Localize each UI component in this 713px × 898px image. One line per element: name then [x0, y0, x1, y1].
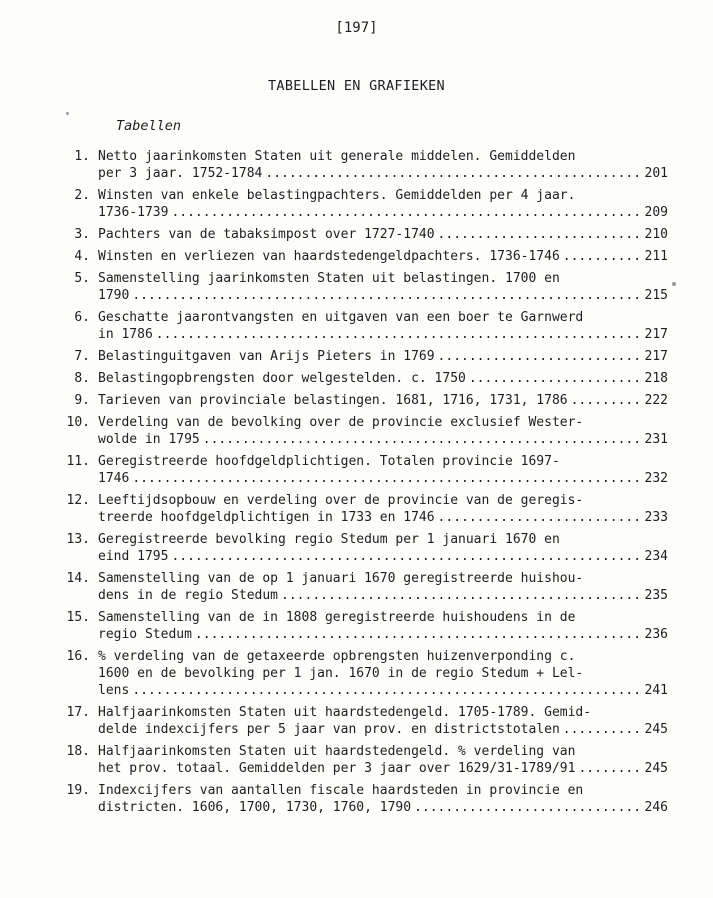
entry-number: 10.: [66, 415, 90, 430]
entry-body: [98, 743, 668, 777]
entry-body: [98, 370, 668, 387]
scan-speck: [672, 282, 676, 286]
toc-entry: [50, 270, 668, 304]
entry-number: 6.: [74, 310, 90, 325]
dot-leader: [571, 392, 642, 409]
entry-number: 17.: [66, 705, 90, 720]
entry-title-line: districten. 1606, 1700, 1730, 1760, 1790: [98, 800, 412, 815]
entry-body: [98, 609, 668, 643]
entry-title-line: regio Stedum: [98, 627, 192, 642]
entry-body: [98, 648, 668, 699]
entry-page-number: 236: [644, 627, 668, 642]
entry-page-number: 241: [644, 683, 668, 698]
dot-leader: [132, 287, 641, 304]
page-heading: TABELLEN EN GRAFIEKEN: [268, 78, 445, 94]
entry-page-number: 234: [644, 549, 668, 564]
dot-leader: [438, 226, 642, 243]
entry-body: [98, 148, 668, 182]
entry-title-line: dens in de regio Stedum: [98, 588, 279, 603]
entry-page-number: 211: [644, 249, 668, 264]
toc-entry: [50, 226, 668, 243]
entry-body: [98, 531, 668, 565]
entry-page-number: 233: [644, 510, 668, 525]
dot-leader: [469, 370, 642, 387]
entry-number: 14.: [66, 571, 90, 586]
entry-body: [98, 570, 668, 604]
toc-entry: [50, 370, 668, 387]
entry-page-number: 209: [644, 205, 668, 220]
entry-title-line: delde indexcijfers per 5 jaar van prov. en districtstotalen: [98, 722, 560, 737]
entry-number: 7.: [74, 349, 90, 364]
entry-page-number: 217: [644, 327, 668, 342]
entry-number: 12.: [66, 493, 90, 508]
toc-entry: [50, 492, 668, 526]
dot-leader: [438, 509, 642, 526]
toc-entry: [50, 414, 668, 448]
entry-page-number: 217: [644, 349, 668, 364]
toc-entry: [50, 531, 668, 565]
dot-leader: [132, 682, 641, 699]
entry-title-line: Samenstelling van de op 1 januari 1670 geregistreerde huishou-: [98, 571, 584, 586]
entry-title-line: eind 1795: [98, 549, 169, 564]
toc-entry: [50, 392, 668, 409]
toc-entry: [50, 704, 668, 738]
entry-number: 1.: [74, 149, 90, 164]
dot-leader: [281, 587, 642, 604]
entry-number: 9.: [74, 393, 90, 408]
entry-title-line: Geregistreerde hoofdgeldplichtigen. Totalen provincie 1697-: [98, 454, 560, 469]
entry-title-line: Verdeling van de bevolking over de provincie exclusief Wester-: [98, 415, 584, 430]
dot-leader: [578, 760, 641, 777]
entry-body: [98, 248, 668, 265]
page-number: [197]: [335, 20, 378, 36]
dot-leader: [195, 626, 642, 643]
entry-title-line: lens: [98, 683, 130, 698]
toc-entry: [50, 743, 668, 777]
entry-title-line: wolde in 1795: [98, 432, 200, 447]
toc-entry: [50, 648, 668, 699]
entry-number: 16.: [66, 649, 90, 664]
entry-body: [98, 453, 668, 487]
entry-body: [98, 348, 668, 365]
entry-number: 2.: [74, 188, 90, 203]
entry-number: 15.: [66, 610, 90, 625]
toc-entry: [50, 453, 668, 487]
dot-leader: [563, 248, 642, 265]
entry-title-line: Leeftijdsopbouw en verdeling over de provincie van de geregis-: [98, 493, 584, 508]
entry-number: 5.: [74, 271, 90, 286]
toc-entry: [50, 148, 668, 182]
entry-page-number: 222: [644, 393, 668, 408]
entry-title-line: Belastinguitgaven van Arijs Pieters in 1769: [98, 349, 435, 364]
entry-title-line: Belastingopbrengsten door welgestelden. c. 1750: [98, 371, 466, 386]
entry-body: [98, 187, 668, 221]
entry-number: 11.: [66, 454, 90, 469]
dot-leader: [438, 348, 642, 365]
entry-number: 18.: [66, 744, 90, 759]
entry-title-line: Halfjaarinkomsten Staten uit haardstedengeld. % verdeling van: [98, 744, 576, 759]
toc-entry: [50, 570, 668, 604]
entry-title-line: Halfjaarinkomsten Staten uit haardstedengeld. 1705-1789. Gemid-: [98, 705, 592, 720]
entry-page-number: 245: [644, 761, 668, 776]
entry-title-line: Pachters van de tabaksimpost over 1727-1740: [98, 227, 435, 242]
entry-title-line: Indexcijfers van aantallen fiscale haardsteden in provincie en: [98, 783, 584, 798]
entry-title-line: 1790: [98, 288, 130, 303]
entry-title-line: het prov. totaal. Gemiddelden per 3 jaar over 1629/31-1789/91: [98, 761, 576, 776]
dot-leader: [563, 721, 642, 738]
entry-page-number: 231: [644, 432, 668, 447]
scan-speck: [66, 112, 69, 115]
entry-body: [98, 392, 668, 409]
dot-leader: [171, 204, 641, 221]
entry-title-line: treerde hoofdgeldplichtigen in 1733 en 1746: [98, 510, 435, 525]
entry-page-number: 210: [644, 227, 668, 242]
toc-entry: [50, 309, 668, 343]
entry-number: 8.: [74, 371, 90, 386]
dot-leader: [171, 548, 641, 565]
entry-page-number: 246: [644, 800, 668, 815]
entry-title-line: Samenstelling van de in 1808 geregistreerde huishoudens in de: [98, 610, 576, 625]
entry-title-line: Winsten en verliezen van haardstedengeldpachters. 1736-1746: [98, 249, 560, 264]
entry-body: [98, 492, 668, 526]
entry-number: 3.: [74, 227, 90, 242]
entry-body: [98, 414, 668, 448]
entry-title-line: Netto jaarinkomsten Staten uit generale middelen. Gemiddelden: [98, 149, 576, 164]
entry-title-line: % verdeling van de getaxeerde opbrengsten huizenverponding c.: [98, 649, 576, 664]
entry-title-line: Geschatte jaarontvangsten en uitgaven van een boer te Garnwerd: [98, 310, 584, 325]
entry-number: 4.: [74, 249, 90, 264]
toc-entry: [50, 782, 668, 816]
entry-body: [98, 270, 668, 304]
entry-title-line: Geregistreerde bevolking regio Stedum per 1 januari 1670 en: [98, 532, 560, 547]
toc-entry: [50, 248, 668, 265]
toc-entry: [50, 348, 668, 365]
toc-entry: [50, 609, 668, 643]
dot-leader: [265, 165, 641, 182]
entry-body: [98, 704, 668, 738]
entry-page-number: 201: [644, 166, 668, 181]
entry-title-line: in 1786: [98, 327, 153, 342]
table-of-contents: [50, 148, 668, 821]
entry-title-line: Tarieven van provinciale belastingen. 1681, 1716, 1731, 1786: [98, 393, 568, 408]
dot-leader: [414, 799, 641, 816]
dot-leader: [156, 326, 642, 343]
entry-page-number: 215: [644, 288, 668, 303]
entry-page-number: 235: [644, 588, 668, 603]
toc-entry: [50, 187, 668, 221]
entry-page-number: 218: [644, 371, 668, 386]
entry-body: [98, 226, 668, 243]
entry-title-line: 1600 en de bevolking per 1 jan. 1670 in de regio Stedum + Lel-: [98, 666, 584, 681]
entry-number: 19.: [66, 783, 90, 798]
entry-title-line: Winsten van enkele belastingpachters. Gemiddelden per 4 jaar.: [98, 188, 576, 203]
entry-page-number: 245: [644, 722, 668, 737]
entry-body: [98, 782, 668, 816]
dot-leader: [203, 431, 642, 448]
entry-body: [98, 309, 668, 343]
entry-title-line: 1746: [98, 471, 130, 486]
entry-title-line: Samenstelling jaarinkomsten Staten uit belastingen. 1700 en: [98, 271, 560, 286]
dot-leader: [132, 470, 641, 487]
entry-number: 13.: [66, 532, 90, 547]
section-subheading: Tabellen: [116, 118, 182, 134]
entry-title-line: per 3 jaar. 1752-1784: [98, 166, 263, 181]
entry-page-number: 232: [644, 471, 668, 486]
entry-title-line: 1736-1739: [98, 205, 169, 220]
